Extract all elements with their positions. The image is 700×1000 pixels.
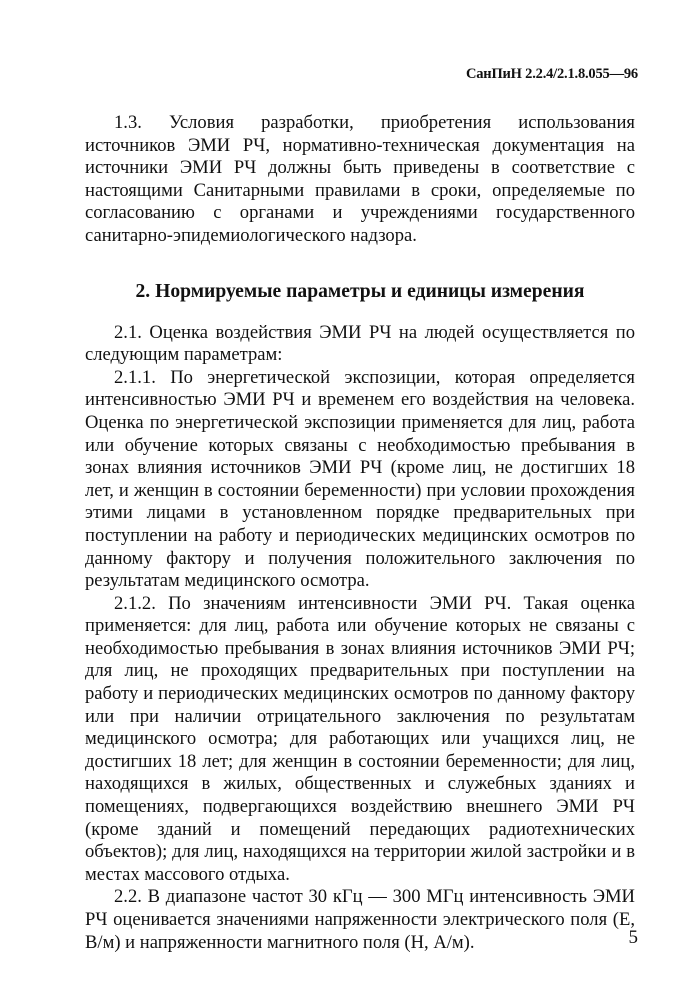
document-code-header: СанПиН 2.2.4/2.1.8.055—96 — [465, 66, 638, 82]
document-body — [85, 112, 635, 954]
paragraph-2-1-1: 2.1.1. По энергетической экспозиции, которая определяется интенсивностью ЭМИ РЧ и временем его воздействия на человека. Оценка по энергетической экспозиции применяется для лиц, работа или обучение которых связаны с необходимостью пребывания в зонах влияния источников ЭМИ РЧ (кроме лиц, не достигших 18 лет, и женщин в состоянии беременности) при условии прохождения этими лицами в установленном порядке предварительных при поступлении на работу и периодических медицинских осмотров по данному фактору и получения положительного заключения по результатам медицинского осмотра. — [85, 366, 635, 592]
paragraph-2-1: 2.1. Оценка воздействия ЭМИ РЧ на людей осуществляется по следующим параметрам: — [85, 321, 635, 366]
section-heading: 2. Нормируемые параметры и единицы измерения — [135, 280, 585, 302]
paragraph-2-1-2: 2.1.2. По значениям интенсивности ЭМИ РЧ. Такая оценка применяется: для лиц, работа или обучение которых не связаны с необходимостью пребывания в зонах влияния источников ЭМИ РЧ; для лиц, не проходящих предварительных при поступлении на работу и периодических медицинских осмотров по данному фактору или при наличии отрицательного заключения по результатам медицинского осмотра; для работающих или учащихся лиц, не достигших 18 лет; для женщин в состоянии беременности; для лиц, находящихся в жилых, общественных и служебных зданиях и помещениях, подвергающихся воздействию внешнего ЭМИ РЧ (кроме зданий и помещений передающих радиотехнических объектов); для лиц, находящихся на территории жилой застройки и в местах массового отдыха. — [85, 592, 635, 885]
paragraph-1-3: 1.3. Условия разработки, приобретения использования источников ЭМИ РЧ, нормативно-техническая документация на источники ЭМИ РЧ должны быть приведены в соответствие с настоящими Санитарными правилами в сроки, определяемые по согласованию с органами и учреждениями государственного санитарно-эпидемиологического надзора. — [85, 112, 635, 246]
paragraph-2-2: 2.2. В диапазоне частот 30 кГц — 300 МГц интенсивность ЭМИ РЧ оценивается значениями напряженности электрического поля (Е, В/м) и напряженности магнитного поля (Н, А/м). — [85, 886, 635, 953]
page-number: 5 — [628, 927, 638, 948]
